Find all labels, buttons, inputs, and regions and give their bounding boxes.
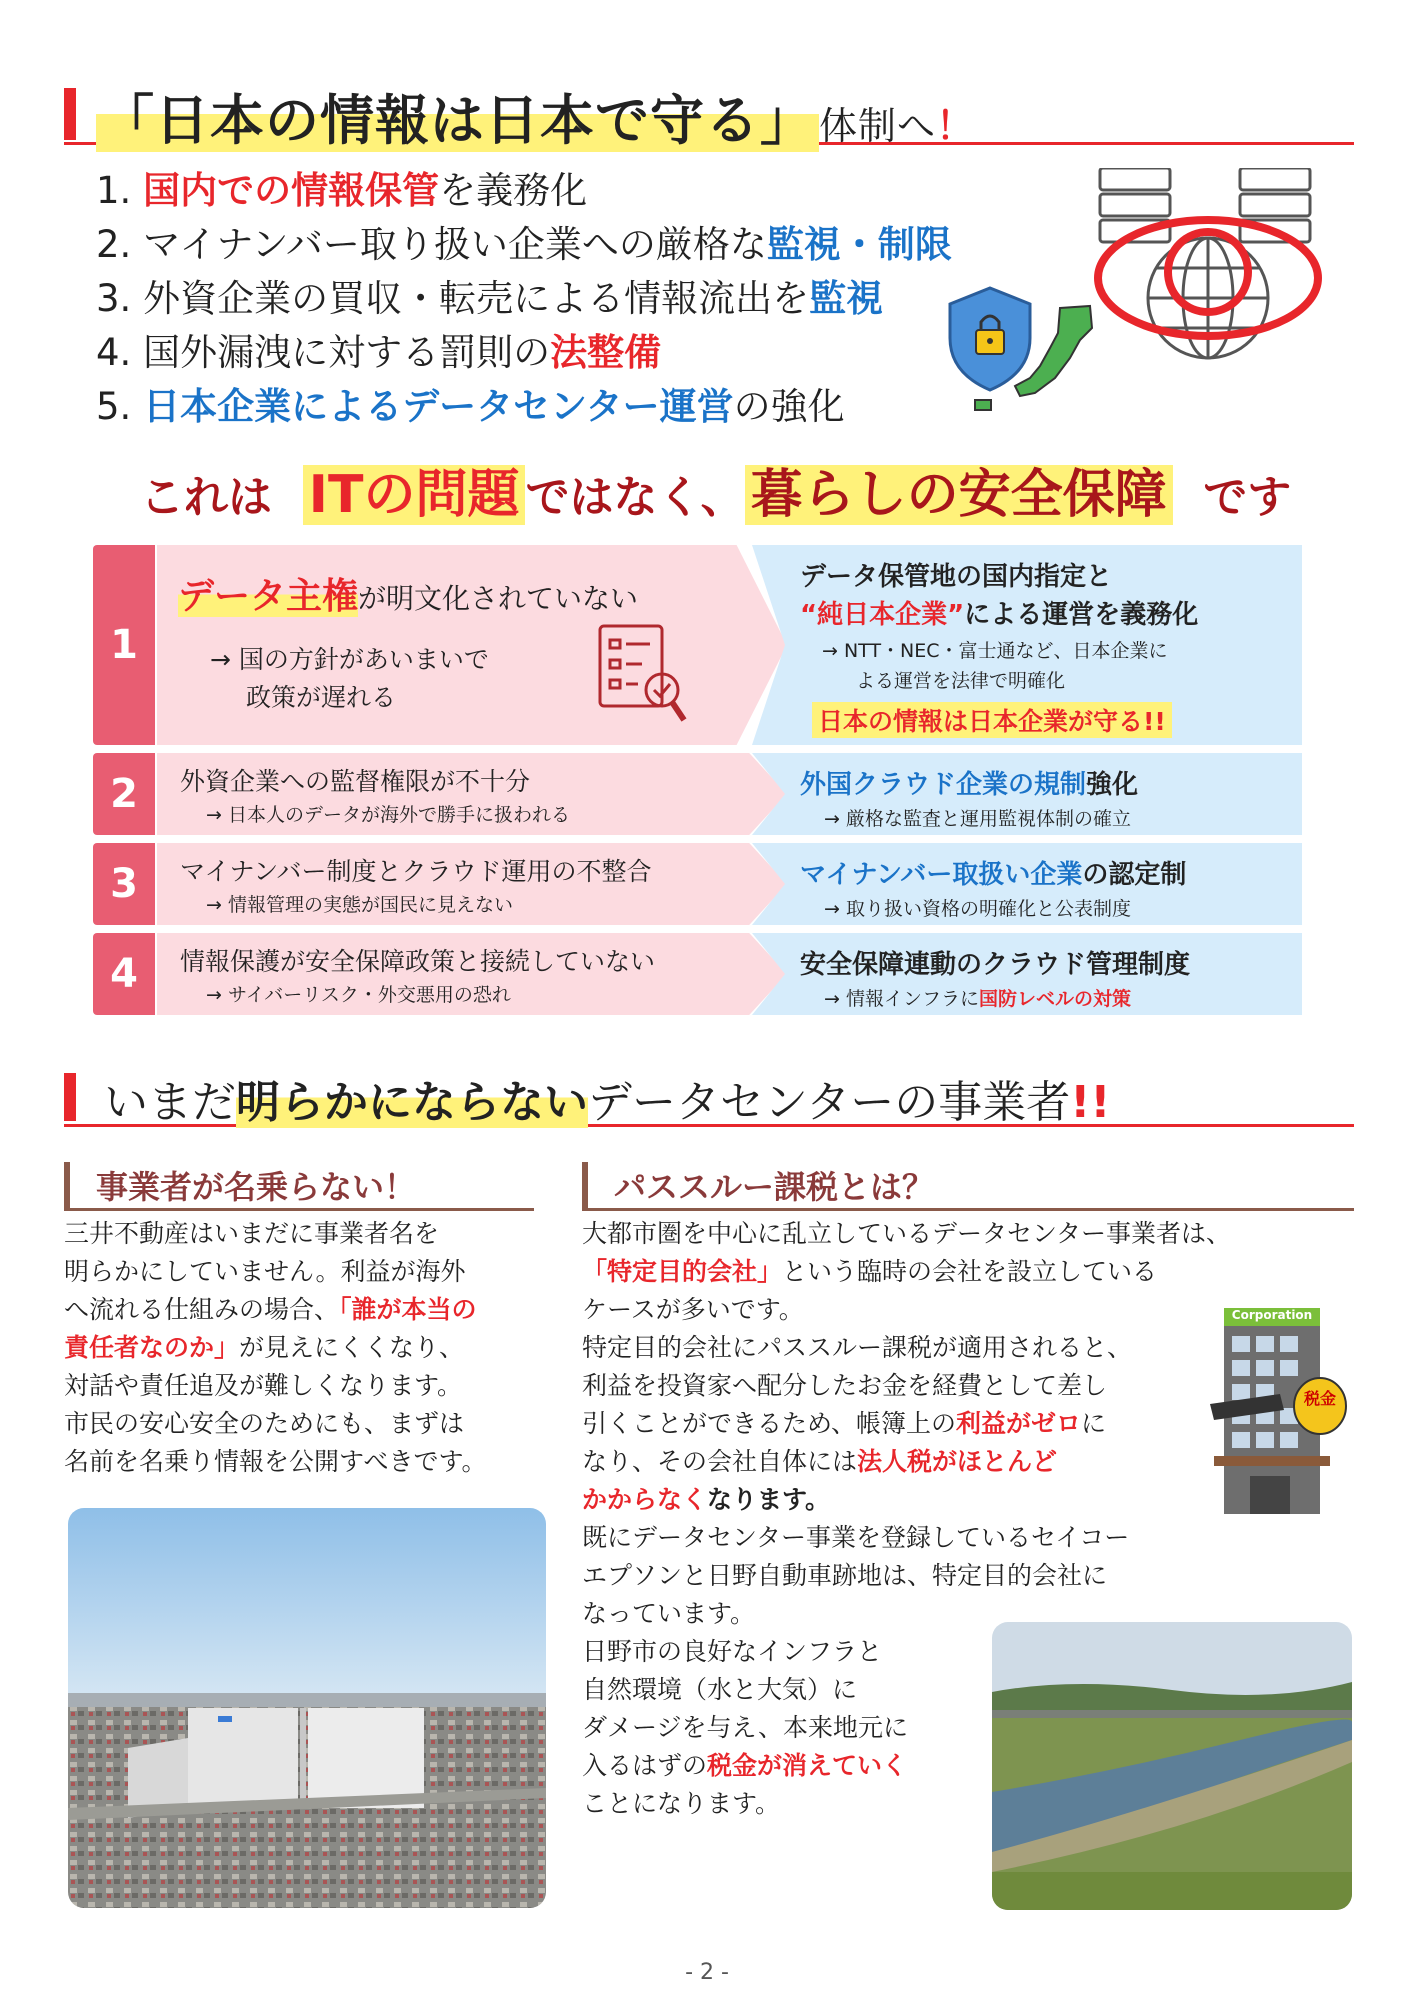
datacenter-aerial-photo [68, 1508, 546, 1908]
problem-title: データ主権が明文化されていない [178, 576, 639, 617]
problem-title: 情報保護が安全保障政策と接続していない [180, 947, 656, 976]
solution-sub: → 厳格な監査と運用監視体制の確立 [824, 808, 1131, 830]
subheading-underline [64, 1208, 534, 1211]
solution-sub: → 取り扱い資格の明確化と公表制度 [824, 898, 1131, 920]
header1-accent-bar [64, 88, 76, 140]
solution-sub: → 情報インフラに国防レベルの対策 [824, 988, 1131, 1010]
left-subheading: 事業者が名乗らない！ [96, 1168, 417, 1206]
river-photo [992, 1622, 1352, 1910]
solution-title: データ保管地の国内指定と [800, 562, 1113, 592]
row-number: 1 [93, 545, 155, 745]
title-main: 「日本の情報は日本で守る」 [96, 89, 819, 152]
row-number: 4 [93, 933, 155, 1015]
left-body-text: 三井不動産はいまだに事業者名を 明らかにしていません。利益が海外 へ流れる仕組みの場合、「誰が本当の 責任者なのか」が見えにくくなり、 対話や責任追及が難しくなります。 市民の安心安全のためにも、まずは 名前を名乗り情報を公開すべきです。 [64, 1219, 487, 1476]
right-body-text: 大都市圏を中心に乱立しているデータセンター事業者は、 「特定目的会社」という臨時の会社を設立している ケースが多いです。 特定目的会社にパススルー課税が適用されると、 利益を投資家へ配分したお金を経費として差し 引くことができるため、帳簿上の利益がゼロに なり、その会社自体には法人税がほとんど かからなくなります。 既にデータセンター事業を登録しているセイコー エプソンと日野自動車跡地は、特定目的会社に なっています。 日野市の良好なインフラと 自然環境（水と大気）に ダメージを与え、本来地元に 入るはずの税金が消えていく ことになります。 [582, 1219, 1232, 1818]
corporation-tax-illustration [1210, 1306, 1348, 1516]
subheading-bar [582, 1162, 588, 1208]
problem-sub: → 情報管理の実態が国民に見えない [206, 894, 513, 916]
problem-sub: → 日本人のデータが海外で勝手に扱われる [206, 804, 570, 826]
problem-sub: → サイバーリスク・外交悪用の恐れ [206, 984, 511, 1006]
page-title [96, 78, 975, 155]
solution-sub: → NTT・NEC・富士通など、日本企業に [822, 640, 1168, 662]
solution-title: 安全保障連動のクラウド管理制度 [800, 950, 1191, 980]
subheading-underline [582, 1208, 1354, 1211]
server-globe-surveillance-icon [1090, 168, 1350, 380]
list-item: 4. 国外漏洩に対する罰則の法整備 [96, 331, 662, 374]
solution-title: “純日本企業”による運営を義務化 [800, 600, 1199, 630]
subheading-bar [64, 1162, 70, 1208]
problem-title: 外資企業への監督権限が不十分 [180, 767, 531, 796]
title-exclaim: ！ [936, 104, 976, 148]
solution-banner: 日本の情報は日本企業が守る!! [812, 702, 1172, 738]
list-item: 3. 外資企業の買収・転売による情報流出を監視 [96, 277, 884, 320]
title-sub: 体制へ [819, 104, 937, 148]
corporation-sign: Corporation [1231, 1308, 1313, 1322]
row-number: 3 [93, 843, 155, 925]
checklist-magnifier-icon [596, 622, 692, 728]
row-number: 2 [93, 753, 155, 835]
list-item: 5. 日本企業によるデータセンター運営の強化 [96, 385, 845, 428]
page-number: - 2 - [685, 1960, 729, 1985]
slogan: これは ITの問題 ではなく、 暮らしの安全保障 です [140, 465, 1292, 525]
solution-title: 外国クラウド企業の規制強化 [800, 770, 1139, 800]
problem-sub: → 国の方針があいまいで [210, 645, 489, 674]
policy-list [96, 164, 952, 434]
problem-sub: 政策が遅れる [246, 683, 397, 712]
solution-sub: よる運営を法律で明確化 [856, 670, 1066, 692]
solution-title: マイナンバー取扱い企業の認定制 [800, 860, 1187, 890]
list-item: 2. マイナンバー取り扱い企業への厳格な監視・制限 [96, 223, 952, 266]
header2-accent-bar [64, 1073, 76, 1121]
right-subheading: パススルー課税とは？ [614, 1168, 935, 1206]
section-title: いまだ明らかにならないデータセンターの事業者!! [104, 1077, 1111, 1128]
tax-bag-label: 税金 [1303, 1389, 1336, 1408]
problem-title: マイナンバー制度とクラウド運用の不整合 [180, 857, 652, 886]
list-item: 1. 国内での情報保管を義務化 [96, 169, 588, 212]
